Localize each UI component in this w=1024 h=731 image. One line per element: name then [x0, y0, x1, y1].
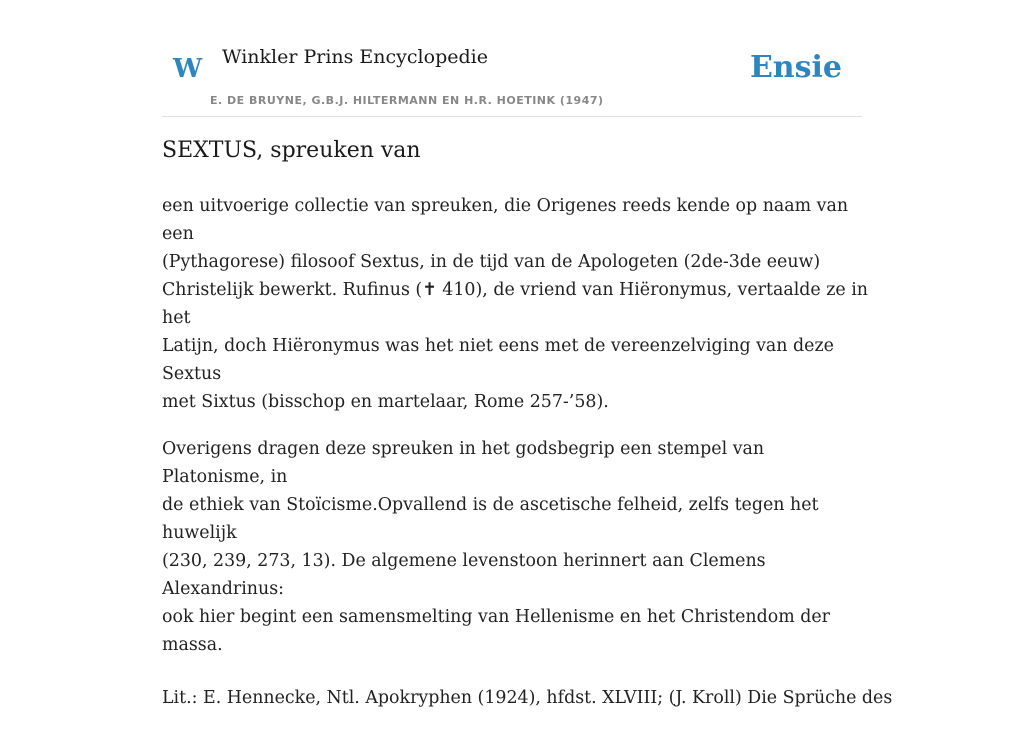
winkler-prins-logo[interactable]: W	[173, 54, 203, 84]
ensie-logo-link[interactable]: Ensie	[749, 50, 842, 85]
paragraph-line: (Pythagorese) filosoof Sextus, in de tijd van de Apologeten (2de-3de eeuw)	[162, 252, 821, 272]
paragraph-line: Overigens dragen deze spreuken in het godsbegrip een stempel van Platonisme, in	[162, 439, 765, 487]
paragraph-line: de ethiek van Stoïcisme.Opvallend is de ascetische felheid, zelfs tegen het huwelijk	[162, 495, 819, 543]
literature-reference: Lit.: E. Hennecke, Ntl. Apokryphen (1924), hfdst. XLVIII; (J. Kroll) Die Sprüche des	[162, 688, 893, 708]
paragraph-line: met Sixtus (bisschop en martelaar, Rome 257-’58).	[162, 392, 609, 412]
article-title: SEXTUS, spreuken van	[162, 138, 421, 163]
paragraph-line: Latijn, doch Hiëronymus was het niet eens met de vereenzelviging van deze Sextus	[162, 336, 834, 384]
paragraph-line: Christelijk bewerkt. Rufinus (✝ 410), de vriend van Hiëronymus, vertaalde ze in het	[162, 280, 868, 328]
article-paragraph-2	[162, 435, 872, 659]
article-body	[162, 192, 893, 731]
paragraph-line: ook hier begint een samensmelting van Hellenisme en het Christendom der massa.	[162, 607, 830, 655]
paragraph-line: een uitvoerige collectie van spreuken, die Origenes reeds kende op naam van een	[162, 196, 849, 244]
encyclopedia-title: Winkler Prins Encyclopedie	[222, 46, 488, 68]
encyclopedia-authors: E. DE BRUYNE, G.B.J. HILTERMANN EN H.R. HOETINK (1947)	[210, 94, 604, 107]
article-paragraph-1	[162, 192, 872, 416]
paragraph-line: (230, 239, 273, 13). De algemene levenstoon herinnert aan Clemens Alexandrinus:	[162, 551, 766, 599]
site-header	[162, 0, 862, 117]
